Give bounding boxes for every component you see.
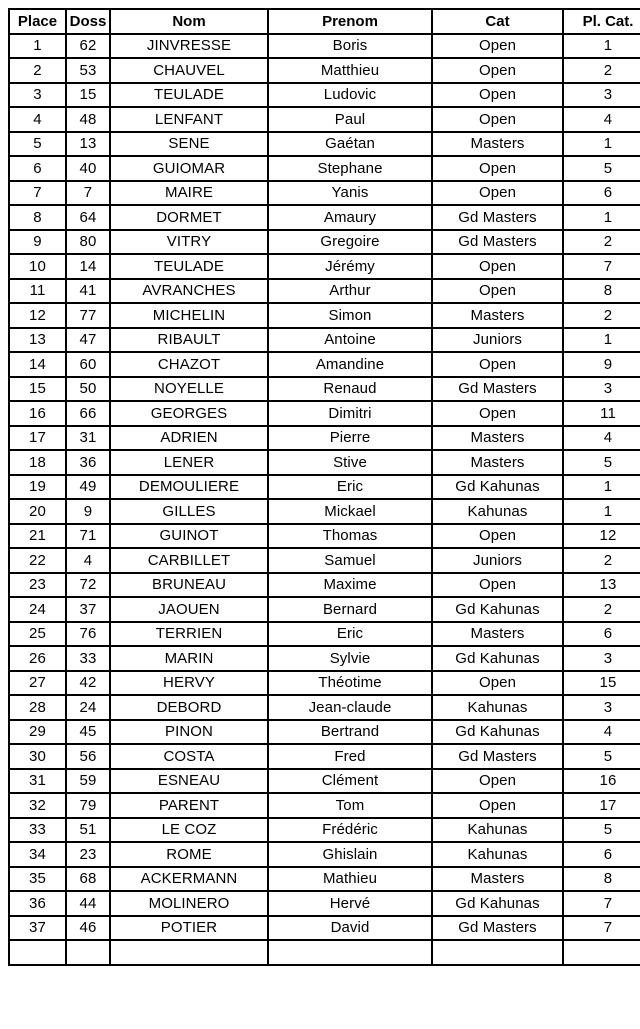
cell-nom: JINVRESSE bbox=[110, 34, 268, 59]
cell-doss: 47 bbox=[66, 328, 110, 353]
table-row bbox=[9, 205, 640, 230]
table-row bbox=[9, 671, 640, 696]
cell-prenom: Pierre bbox=[268, 426, 432, 451]
cell-pl-cat: 4 bbox=[563, 720, 640, 745]
cell-prenom: Boris bbox=[268, 34, 432, 59]
cell-pl-cat: 1 bbox=[563, 328, 640, 353]
cell-pl-cat: 9 bbox=[563, 352, 640, 377]
cell-doss: 71 bbox=[66, 524, 110, 549]
cell-pl-cat: 11 bbox=[563, 401, 640, 426]
cell-cat: Masters bbox=[432, 132, 563, 157]
cell-place: 13 bbox=[9, 328, 66, 353]
cell-nom: VITRY bbox=[110, 230, 268, 255]
column-header-pl-cat: Pl. Cat. bbox=[563, 9, 640, 34]
table-row bbox=[9, 744, 640, 769]
cell-place: 30 bbox=[9, 744, 66, 769]
cell-cat: Open bbox=[432, 279, 563, 304]
cell-prenom: Bertrand bbox=[268, 720, 432, 745]
cell-pl-cat: 1 bbox=[563, 132, 640, 157]
cell-cat: Open bbox=[432, 401, 563, 426]
cell-cat: Gd Masters bbox=[432, 744, 563, 769]
cell-place: 19 bbox=[9, 475, 66, 500]
table-row bbox=[9, 156, 640, 181]
cell-cat: Gd Kahunas bbox=[432, 891, 563, 916]
cell-cat: Kahunas bbox=[432, 695, 563, 720]
cell-nom: MARIN bbox=[110, 646, 268, 671]
cell-doss: 9 bbox=[66, 499, 110, 524]
cell-nom: MAIRE bbox=[110, 181, 268, 206]
cell-doss: 15 bbox=[66, 83, 110, 108]
cell-place: 28 bbox=[9, 695, 66, 720]
cell-doss bbox=[66, 940, 110, 965]
cell-doss: 24 bbox=[66, 695, 110, 720]
cell-place: 15 bbox=[9, 377, 66, 402]
cell-place: 8 bbox=[9, 205, 66, 230]
cell-prenom: Gaétan bbox=[268, 132, 432, 157]
cell-nom: COSTA bbox=[110, 744, 268, 769]
column-header-cat: Cat bbox=[432, 9, 563, 34]
table-row bbox=[9, 524, 640, 549]
cell-nom: JAOUEN bbox=[110, 597, 268, 622]
table-row bbox=[9, 328, 640, 353]
cell-pl-cat: 6 bbox=[563, 622, 640, 647]
cell-place: 37 bbox=[9, 916, 66, 941]
cell-pl-cat: 4 bbox=[563, 107, 640, 132]
table-row bbox=[9, 107, 640, 132]
cell-cat: Gd Masters bbox=[432, 205, 563, 230]
cell-cat: Kahunas bbox=[432, 499, 563, 524]
cell-doss: 14 bbox=[66, 254, 110, 279]
table-row bbox=[9, 867, 640, 892]
table-row bbox=[9, 230, 640, 255]
table-row-partial bbox=[9, 940, 640, 965]
table-row bbox=[9, 842, 640, 867]
cell-pl-cat: 15 bbox=[563, 671, 640, 696]
cell-pl-cat: 13 bbox=[563, 573, 640, 598]
cell-pl-cat: 3 bbox=[563, 695, 640, 720]
cell-nom: BRUNEAU bbox=[110, 573, 268, 598]
cell-doss: 31 bbox=[66, 426, 110, 451]
cell-prenom: Théotime bbox=[268, 671, 432, 696]
cell-nom: ROME bbox=[110, 842, 268, 867]
cell-prenom: Clément bbox=[268, 769, 432, 794]
cell-doss: 48 bbox=[66, 107, 110, 132]
cell-nom: HERVY bbox=[110, 671, 268, 696]
cell-cat: Open bbox=[432, 671, 563, 696]
cell-place: 36 bbox=[9, 891, 66, 916]
cell-place: 10 bbox=[9, 254, 66, 279]
cell-pl-cat: 7 bbox=[563, 254, 640, 279]
cell-pl-cat: 6 bbox=[563, 842, 640, 867]
cell-nom: PARENT bbox=[110, 793, 268, 818]
cell-pl-cat: 8 bbox=[563, 279, 640, 304]
cell-pl-cat: 4 bbox=[563, 426, 640, 451]
cell-pl-cat: 2 bbox=[563, 230, 640, 255]
table-row bbox=[9, 695, 640, 720]
table-row bbox=[9, 426, 640, 451]
table-row bbox=[9, 622, 640, 647]
cell-place: 21 bbox=[9, 524, 66, 549]
results-body bbox=[9, 34, 640, 965]
cell-doss: 80 bbox=[66, 230, 110, 255]
cell-place: 14 bbox=[9, 352, 66, 377]
column-header-place: Place bbox=[9, 9, 66, 34]
cell-cat: Masters bbox=[432, 450, 563, 475]
cell-doss: 4 bbox=[66, 548, 110, 573]
cell-cat: Open bbox=[432, 524, 563, 549]
cell-cat: Open bbox=[432, 254, 563, 279]
cell-doss: 62 bbox=[66, 34, 110, 59]
cell-cat: Open bbox=[432, 34, 563, 59]
cell-nom: TERRIEN bbox=[110, 622, 268, 647]
cell-nom: LE COZ bbox=[110, 818, 268, 843]
cell-pl-cat: 1 bbox=[563, 34, 640, 59]
cell-nom: DORMET bbox=[110, 205, 268, 230]
cell-place: 6 bbox=[9, 156, 66, 181]
cell-pl-cat: 6 bbox=[563, 181, 640, 206]
cell-doss: 33 bbox=[66, 646, 110, 671]
cell-pl-cat: 8 bbox=[563, 867, 640, 892]
cell-prenom: Bernard bbox=[268, 597, 432, 622]
table-row bbox=[9, 597, 640, 622]
cell-prenom: Eric bbox=[268, 475, 432, 500]
cell-doss: 40 bbox=[66, 156, 110, 181]
cell-pl-cat: 7 bbox=[563, 916, 640, 941]
cell-doss: 45 bbox=[66, 720, 110, 745]
cell-doss: 13 bbox=[66, 132, 110, 157]
cell-pl-cat: 17 bbox=[563, 793, 640, 818]
table-row bbox=[9, 132, 640, 157]
cell-nom: CHAUVEL bbox=[110, 58, 268, 83]
cell-nom: TEULADE bbox=[110, 254, 268, 279]
cell-doss: 56 bbox=[66, 744, 110, 769]
cell-prenom: Dimitri bbox=[268, 401, 432, 426]
cell-pl-cat: 2 bbox=[563, 597, 640, 622]
cell-prenom: Yanis bbox=[268, 181, 432, 206]
cell-doss: 72 bbox=[66, 573, 110, 598]
cell-prenom: Ghislain bbox=[268, 842, 432, 867]
cell-cat: Gd Kahunas bbox=[432, 646, 563, 671]
cell-place: 17 bbox=[9, 426, 66, 451]
cell-cat: Masters bbox=[432, 867, 563, 892]
cell-doss: 77 bbox=[66, 303, 110, 328]
cell-prenom: Stive bbox=[268, 450, 432, 475]
cell-place: 2 bbox=[9, 58, 66, 83]
cell-place: 9 bbox=[9, 230, 66, 255]
cell-doss: 60 bbox=[66, 352, 110, 377]
cell-place: 26 bbox=[9, 646, 66, 671]
cell-prenom: Renaud bbox=[268, 377, 432, 402]
cell-nom: AVRANCHES bbox=[110, 279, 268, 304]
cell-pl-cat: 1 bbox=[563, 475, 640, 500]
cell-doss: 68 bbox=[66, 867, 110, 892]
cell-prenom: David bbox=[268, 916, 432, 941]
cell-nom: POTIER bbox=[110, 916, 268, 941]
table-row bbox=[9, 254, 640, 279]
table-row bbox=[9, 769, 640, 794]
cell-prenom: Hervé bbox=[268, 891, 432, 916]
cell-place: 35 bbox=[9, 867, 66, 892]
cell-doss: 49 bbox=[66, 475, 110, 500]
cell-place: 1 bbox=[9, 34, 66, 59]
cell-doss: 41 bbox=[66, 279, 110, 304]
table-row bbox=[9, 450, 640, 475]
cell-prenom: Eric bbox=[268, 622, 432, 647]
cell-place: 24 bbox=[9, 597, 66, 622]
cell-nom: GUIOMAR bbox=[110, 156, 268, 181]
cell-nom: LENER bbox=[110, 450, 268, 475]
cell-prenom: Arthur bbox=[268, 279, 432, 304]
column-header-nom: Nom bbox=[110, 9, 268, 34]
cell-place: 23 bbox=[9, 573, 66, 598]
cell-pl-cat: 16 bbox=[563, 769, 640, 794]
table-row bbox=[9, 377, 640, 402]
cell-pl-cat: 1 bbox=[563, 499, 640, 524]
cell-nom: ADRIEN bbox=[110, 426, 268, 451]
table-row bbox=[9, 181, 640, 206]
cell-prenom: Sylvie bbox=[268, 646, 432, 671]
cell-doss: 44 bbox=[66, 891, 110, 916]
cell-nom: PINON bbox=[110, 720, 268, 745]
table-row bbox=[9, 573, 640, 598]
cell-place: 32 bbox=[9, 793, 66, 818]
table-row bbox=[9, 475, 640, 500]
cell-pl-cat: 2 bbox=[563, 58, 640, 83]
cell-doss: 50 bbox=[66, 377, 110, 402]
cell-cat: Kahunas bbox=[432, 842, 563, 867]
table-row bbox=[9, 34, 640, 59]
cell-pl-cat: 3 bbox=[563, 83, 640, 108]
cell-pl-cat: 5 bbox=[563, 156, 640, 181]
cell-place: 4 bbox=[9, 107, 66, 132]
table-row bbox=[9, 548, 640, 573]
cell-nom bbox=[110, 940, 268, 965]
cell-pl-cat: 7 bbox=[563, 891, 640, 916]
cell-cat: Open bbox=[432, 107, 563, 132]
cell-nom: NOYELLE bbox=[110, 377, 268, 402]
cell-place: 18 bbox=[9, 450, 66, 475]
cell-prenom: Stephane bbox=[268, 156, 432, 181]
cell-prenom: Frédéric bbox=[268, 818, 432, 843]
cell-prenom: Fred bbox=[268, 744, 432, 769]
cell-nom: MICHELIN bbox=[110, 303, 268, 328]
cell-pl-cat: 1 bbox=[563, 205, 640, 230]
cell-doss: 37 bbox=[66, 597, 110, 622]
table-row bbox=[9, 83, 640, 108]
results-table bbox=[8, 8, 640, 966]
cell-cat: Open bbox=[432, 83, 563, 108]
table-row bbox=[9, 303, 640, 328]
table-row bbox=[9, 279, 640, 304]
cell-prenom: Jérémy bbox=[268, 254, 432, 279]
cell-doss: 42 bbox=[66, 671, 110, 696]
column-header-doss: Doss bbox=[66, 9, 110, 34]
cell-nom: ESNEAU bbox=[110, 769, 268, 794]
cell-prenom: Tom bbox=[268, 793, 432, 818]
cell-place: 12 bbox=[9, 303, 66, 328]
table-row bbox=[9, 720, 640, 745]
table-row bbox=[9, 646, 640, 671]
table-row bbox=[9, 916, 640, 941]
cell-doss: 53 bbox=[66, 58, 110, 83]
table-row bbox=[9, 793, 640, 818]
cell-pl-cat: 3 bbox=[563, 377, 640, 402]
cell-nom: MOLINERO bbox=[110, 891, 268, 916]
cell-doss: 23 bbox=[66, 842, 110, 867]
cell-place bbox=[9, 940, 66, 965]
cell-prenom: Jean-claude bbox=[268, 695, 432, 720]
cell-doss: 36 bbox=[66, 450, 110, 475]
cell-prenom: Amandine bbox=[268, 352, 432, 377]
cell-pl-cat: 2 bbox=[563, 303, 640, 328]
cell-cat: Open bbox=[432, 58, 563, 83]
table-row bbox=[9, 352, 640, 377]
cell-prenom: Paul bbox=[268, 107, 432, 132]
cell-cat: Juniors bbox=[432, 328, 563, 353]
cell-place: 11 bbox=[9, 279, 66, 304]
cell-doss: 46 bbox=[66, 916, 110, 941]
cell-cat: Open bbox=[432, 769, 563, 794]
cell-prenom: Matthieu bbox=[268, 58, 432, 83]
cell-nom: GILLES bbox=[110, 499, 268, 524]
cell-place: 7 bbox=[9, 181, 66, 206]
table-row bbox=[9, 818, 640, 843]
cell-nom: ACKERMANN bbox=[110, 867, 268, 892]
table-row bbox=[9, 401, 640, 426]
cell-doss: 76 bbox=[66, 622, 110, 647]
cell-place: 34 bbox=[9, 842, 66, 867]
cell-prenom: Gregoire bbox=[268, 230, 432, 255]
cell-cat: Gd Masters bbox=[432, 377, 563, 402]
cell-doss: 64 bbox=[66, 205, 110, 230]
cell-prenom: Thomas bbox=[268, 524, 432, 549]
cell-prenom: Antoine bbox=[268, 328, 432, 353]
cell-nom: GUINOT bbox=[110, 524, 268, 549]
cell-place: 3 bbox=[9, 83, 66, 108]
cell-doss: 7 bbox=[66, 181, 110, 206]
cell-prenom: Simon bbox=[268, 303, 432, 328]
cell-cat: Masters bbox=[432, 303, 563, 328]
cell-cat: Masters bbox=[432, 622, 563, 647]
cell-place: 25 bbox=[9, 622, 66, 647]
cell-cat: Open bbox=[432, 793, 563, 818]
cell-pl-cat: 3 bbox=[563, 646, 640, 671]
cell-nom: DEMOULIERE bbox=[110, 475, 268, 500]
cell-cat: Open bbox=[432, 573, 563, 598]
cell-prenom bbox=[268, 940, 432, 965]
cell-cat: Juniors bbox=[432, 548, 563, 573]
cell-place: 16 bbox=[9, 401, 66, 426]
cell-prenom: Samuel bbox=[268, 548, 432, 573]
table-row bbox=[9, 891, 640, 916]
cell-nom: GEORGES bbox=[110, 401, 268, 426]
cell-doss: 51 bbox=[66, 818, 110, 843]
cell-cat: Open bbox=[432, 181, 563, 206]
cell-pl-cat: 5 bbox=[563, 450, 640, 475]
cell-cat bbox=[432, 940, 563, 965]
cell-cat: Gd Masters bbox=[432, 230, 563, 255]
cell-cat: Masters bbox=[432, 426, 563, 451]
column-header-prenom: Prenom bbox=[268, 9, 432, 34]
cell-place: 22 bbox=[9, 548, 66, 573]
cell-cat: Gd Kahunas bbox=[432, 597, 563, 622]
cell-cat: Gd Masters bbox=[432, 916, 563, 941]
cell-place: 31 bbox=[9, 769, 66, 794]
cell-cat: Open bbox=[432, 156, 563, 181]
table-row bbox=[9, 499, 640, 524]
cell-pl-cat: 5 bbox=[563, 818, 640, 843]
cell-pl-cat: 12 bbox=[563, 524, 640, 549]
cell-place: 20 bbox=[9, 499, 66, 524]
cell-cat: Kahunas bbox=[432, 818, 563, 843]
cell-place: 33 bbox=[9, 818, 66, 843]
cell-nom: CARBILLET bbox=[110, 548, 268, 573]
table-row bbox=[9, 58, 640, 83]
cell-nom: SENE bbox=[110, 132, 268, 157]
cell-cat: Gd Kahunas bbox=[432, 475, 563, 500]
cell-doss: 79 bbox=[66, 793, 110, 818]
cell-place: 5 bbox=[9, 132, 66, 157]
cell-place: 29 bbox=[9, 720, 66, 745]
cell-nom: DEBORD bbox=[110, 695, 268, 720]
cell-cat: Gd Kahunas bbox=[432, 720, 563, 745]
cell-pl-cat bbox=[563, 940, 640, 965]
cell-nom: CHAZOT bbox=[110, 352, 268, 377]
results-sheet bbox=[8, 8, 640, 966]
cell-nom: LENFANT bbox=[110, 107, 268, 132]
cell-pl-cat: 5 bbox=[563, 744, 640, 769]
cell-prenom: Mickael bbox=[268, 499, 432, 524]
cell-prenom: Mathieu bbox=[268, 867, 432, 892]
cell-nom: TEULADE bbox=[110, 83, 268, 108]
cell-pl-cat: 2 bbox=[563, 548, 640, 573]
header-row bbox=[9, 9, 640, 34]
cell-prenom: Maxime bbox=[268, 573, 432, 598]
cell-prenom: Amaury bbox=[268, 205, 432, 230]
cell-doss: 66 bbox=[66, 401, 110, 426]
cell-cat: Open bbox=[432, 352, 563, 377]
cell-place: 27 bbox=[9, 671, 66, 696]
cell-prenom: Ludovic bbox=[268, 83, 432, 108]
cell-nom: RIBAULT bbox=[110, 328, 268, 353]
cell-doss: 59 bbox=[66, 769, 110, 794]
